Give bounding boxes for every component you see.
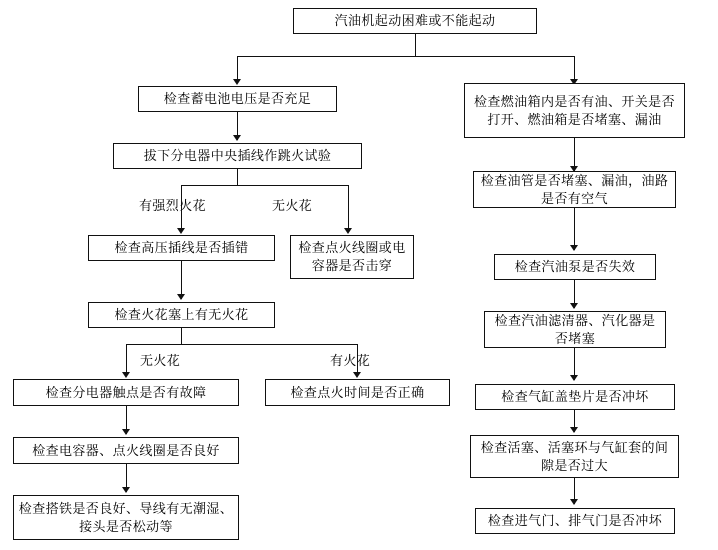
node-l2-label: 拔下分电器中央插线作跳火试验 bbox=[143, 148, 332, 163]
node-r5-label: 检查气缸盖垫片是否冲坏 bbox=[501, 389, 649, 404]
connector-r2-r3 bbox=[574, 208, 575, 250]
node-root-label: 汽油机起动困难或不能起动 bbox=[334, 13, 496, 28]
node-r6-label: 检查活塞、活塞环与气缸套的间隙是否过大 bbox=[480, 439, 669, 473]
edge-label-strong-spark: 有强烈火花 bbox=[139, 198, 207, 213]
node-r7-label: 检查进气门、排气门是否冲坏 bbox=[487, 513, 663, 528]
arrow-to-r7 bbox=[570, 499, 578, 505]
node-l6-label: 检查分电器触点是否有故障 bbox=[45, 384, 207, 400]
node-check-ht-lead[interactable] bbox=[88, 235, 275, 261]
node-check-fuel-tank[interactable] bbox=[464, 83, 685, 138]
connector-root-down bbox=[415, 34, 416, 56]
edge-label-no-spark-bottom: 无火花 bbox=[140, 353, 181, 368]
arrow-to-r6 bbox=[570, 427, 578, 433]
node-l9-label: 检查搭铁是否良好、导线有无潮湿、接头是否松动等 bbox=[18, 500, 234, 534]
node-r4-label: 检查汽油滤清器、汽化器是否堵塞 bbox=[494, 312, 656, 346]
node-check-ground-wires[interactable] bbox=[13, 495, 239, 540]
node-l8-label: 检查电容器、点火线圈是否良好 bbox=[32, 442, 220, 458]
connector-l5-down bbox=[181, 328, 182, 344]
node-check-fuel-pump[interactable] bbox=[494, 254, 656, 280]
node-r1-label: 检查燃油箱内是否有油、开关是否打开、燃油箱是否堵塞、漏油 bbox=[473, 93, 675, 127]
node-check-piston-rings[interactable] bbox=[470, 435, 679, 478]
node-check-capacitor-coil[interactable] bbox=[13, 437, 239, 464]
arrow-to-l1 bbox=[233, 79, 241, 85]
node-r2-label: 检查油管是否堵塞、漏油，油路是否有空气 bbox=[480, 172, 669, 206]
node-check-head-gasket[interactable] bbox=[475, 384, 675, 410]
arrow-to-r4 bbox=[570, 303, 578, 309]
arrow-to-l9 bbox=[122, 487, 130, 493]
node-l7-label: 检查点火时间是否正确 bbox=[290, 384, 425, 400]
node-check-fuel-lines[interactable] bbox=[473, 171, 676, 208]
arrow-to-l4 bbox=[344, 228, 352, 234]
arrow-to-l7 bbox=[353, 372, 361, 378]
node-check-distributor-points[interactable] bbox=[13, 379, 239, 406]
arrow-to-l5 bbox=[177, 294, 185, 300]
connector-l2-right bbox=[348, 185, 349, 232]
arrow-to-l2 bbox=[233, 135, 241, 141]
node-r3-label: 检查汽油泵是否失效 bbox=[514, 259, 636, 274]
connector-l2-down bbox=[237, 169, 238, 185]
node-check-spark-plug[interactable] bbox=[88, 302, 275, 328]
node-check-fuel-filter-carburetor[interactable] bbox=[484, 311, 666, 348]
arrow-to-l8 bbox=[122, 429, 130, 435]
node-l3-label: 检查高压插线是否插错 bbox=[114, 240, 249, 255]
arrow-to-l6 bbox=[122, 372, 130, 378]
connector-l2-split bbox=[181, 185, 348, 186]
node-check-ignition-timing[interactable] bbox=[265, 379, 450, 406]
node-check-valves[interactable] bbox=[475, 508, 675, 534]
arrow-to-l3 bbox=[177, 228, 185, 234]
edge-label-has-spark: 有火花 bbox=[330, 353, 371, 368]
node-check-coil-capacitor[interactable] bbox=[290, 235, 414, 279]
node-l4-label: 检查点火线圈或电容器是否击穿 bbox=[298, 240, 406, 273]
arrow-to-r5 bbox=[570, 375, 578, 381]
node-check-battery-voltage[interactable] bbox=[138, 86, 337, 112]
node-l5-label: 检查火花塞上有无火花 bbox=[114, 307, 249, 322]
node-root[interactable] bbox=[293, 8, 537, 34]
node-l1-label: 检查蓄电池电压是否充足 bbox=[163, 91, 312, 106]
connector-l5-split bbox=[126, 344, 357, 345]
connector-root-split bbox=[237, 56, 574, 57]
node-distributor-spark-test[interactable] bbox=[113, 143, 362, 169]
edge-label-no-spark-top: 无火花 bbox=[272, 198, 313, 213]
arrow-to-r3 bbox=[570, 245, 578, 251]
